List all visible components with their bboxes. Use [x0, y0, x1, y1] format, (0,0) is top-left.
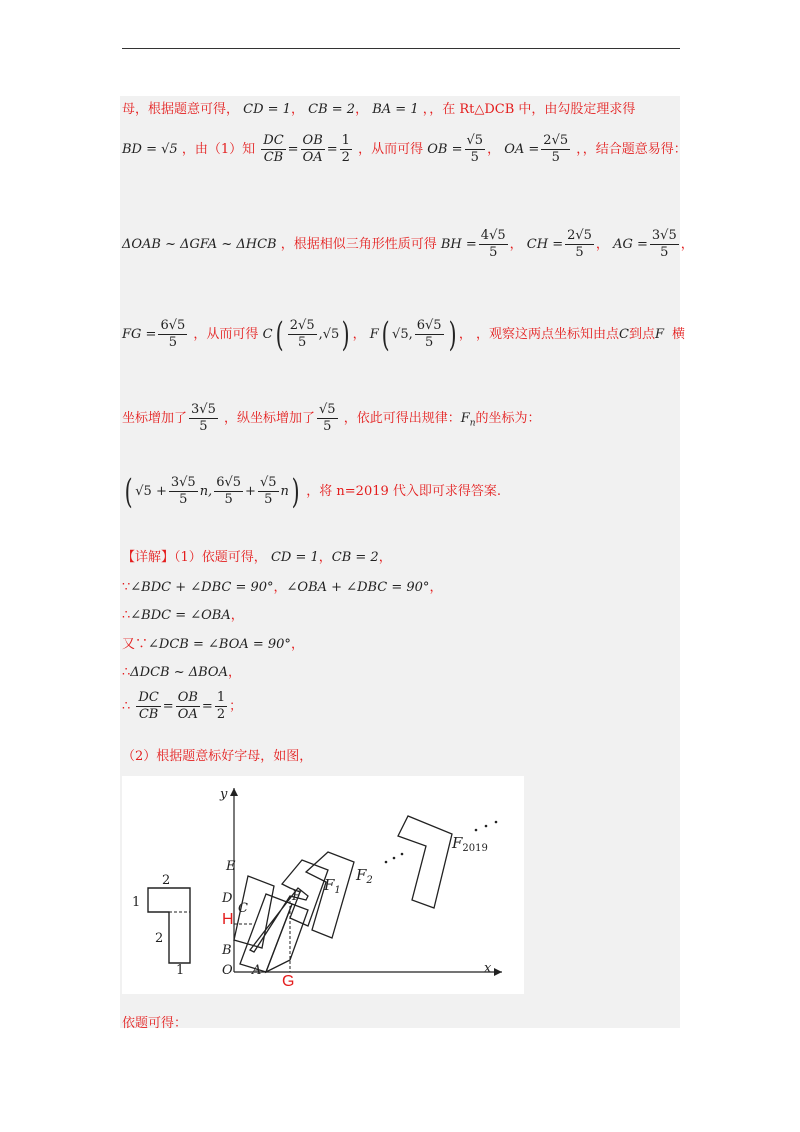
solution-line-4: FG = $\frac{6√5}{5}$ ，从而可得 C( $\frac{2√5}{5}$ ,√5) ， F( √5, $\frac{6√5}{5}$ ) ， ，观察这两点坐标知由点C到点F 横: [122, 314, 686, 355]
solution-line-3: ΔOAB ~ ΔGFA ~ ΔHCB ，根据相似三角形性质可得 BH = $\frac{4√5}{5}$ ， CH = $\frac{2√5}{5}$ ， AG = $\frac{3√5}{5}$ ，: [122, 228, 694, 260]
solution-line-6: ( √5 + $\frac{3√5}{5}$ n, $\frac{6√5}{5}$ + $\frac{√5}{5}$ n) ，将 n=2019 代入即可求得答案.: [124, 471, 502, 512]
solution-line-2: BD = √5 ，由（1）知 $\frac{DC}{CB}$ = $\frac{OB}{OA}$ = $\frac{1}{2}$ ，从而可得 OB = $\frac{√5}{5}$ ， OA = $\frac{2√5}{5}$ ，，结合题意易得：: [122, 133, 687, 165]
label-a: A: [252, 963, 262, 978]
label-b: B: [222, 943, 232, 958]
detail-line-4: 又∵∠DCB = ∠BOA = 90°，: [122, 637, 304, 652]
solution-line-1: 母，根据题意可得， CD = 1， CB = 2， BA = 1 ，，在 Rt△DCB 中，由勾股定理求得: [122, 102, 636, 117]
final-line: 依题可得：: [122, 1016, 188, 1031]
label-c: C: [238, 901, 248, 916]
label-f: F: [292, 889, 302, 904]
label-left-2-side: 2: [155, 931, 164, 946]
header-rule: [122, 48, 680, 49]
label-d: D: [222, 891, 233, 906]
detail-line-5: ∴ΔDCB ~ ΔBOA，: [122, 665, 241, 680]
solution-line-5: 坐标增加了 $\frac{3√5}{5}$ ，纵坐标增加了 $\frac{√5}{5}$ ，依此可得出规律：$F_n$的坐标为：: [122, 402, 541, 434]
label-left-1-bottom: 1: [176, 963, 185, 978]
label-y-axis: y: [220, 787, 228, 802]
detail-line-2: ∵∠BDC + ∠DBC = 90°，∠OBA + ∠DBC = 90°，: [122, 580, 443, 595]
label-g: G: [282, 973, 295, 990]
label-left-2-top: 2: [162, 873, 171, 888]
label-left-1-side: 1: [132, 895, 141, 910]
detail-line-6: ∴ $\frac{DC}{CB}$ = $\frac{OB}{OA}$ = $\frac{1}{2}$ ；: [122, 690, 243, 722]
label-x-axis: x: [484, 961, 492, 976]
label-e: E: [226, 859, 236, 874]
detail-line-7: （2）根据题意标好字母，如图，: [122, 749, 313, 764]
detail-line-1: 【详解】（1）依题可得， CD = 1，CB = 2，: [122, 550, 392, 565]
detail-line-3: ∴∠BDC = ∠OBA，: [122, 608, 244, 623]
label-o: O: [222, 963, 233, 978]
geometry-figure: [122, 776, 524, 994]
label-h: H: [222, 911, 234, 928]
label-f2019: $F_{2019}$: [452, 834, 488, 854]
label-f2: $F_2$: [356, 866, 373, 886]
label-f1: $F_1$: [324, 876, 341, 896]
